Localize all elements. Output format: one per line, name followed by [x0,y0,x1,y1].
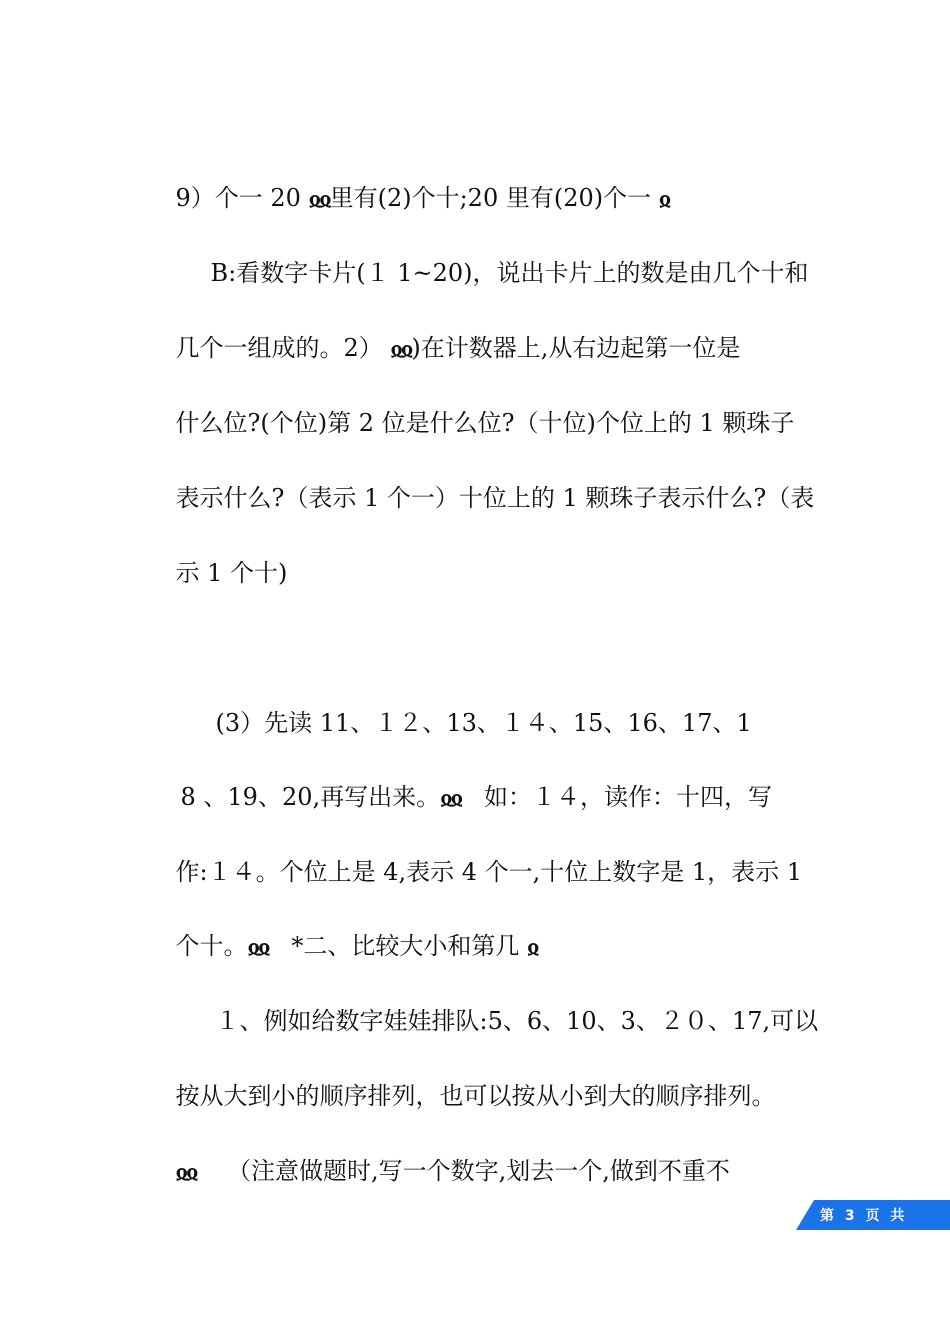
decorative-glyph: ჲჲ [390,337,412,361]
decorative-glyph: ჲ [658,187,670,211]
decorative-glyph: ჲ [527,935,538,959]
text-run: 表示什么?（表示 1 个一）十位上的 1 颗珠子表示什么?（表 [175,484,815,512]
decorative-glyph: ჲჲ [440,786,462,810]
text-run: )在计数器上,从右边起第一位是 [411,334,741,362]
text-line [145,528,287,618]
text-run: 几个一组成的。2） [175,334,391,362]
page-number-label: 第 3 页 共 [820,1208,908,1224]
decorative-glyph: ჲჲ [247,935,269,959]
decorative-glyph: ჲჲ [175,1160,197,1184]
decorative-glyph: ჲჲ [308,187,330,211]
text-run: 示 1 个十) [175,559,288,587]
text-run: 8 、19、20,再写出来。 [180,783,441,811]
text-run: (3）先读 11、１２、13、１４、15、16、17、1 [215,709,752,737]
text-run: 个十。 [175,932,248,960]
text-run: *二、比较大小和第几 [268,932,528,960]
text-run: B:看数字卡片(１ 1~20)，说出卡片上的数是由几个十和 [210,259,809,287]
text-run: １、例如给数字娃娃排队:5、6、10、3、２０、17,可以 [215,1007,819,1035]
text-run: 作:１４。个位上是 4,表示 4 个一,十位上数字是 1，表示 1 [175,858,803,886]
text-line [145,1126,730,1217]
text-run: 按从大到小的顺序排列，也可以按从小到大的顺序排列。 [175,1082,776,1110]
text-run: 什么位?(个位)第 2 位是什么位?（十位)个位上的 1 颗珠子 [175,409,795,437]
text-run: 9）个一 20 [175,184,309,212]
text-run: 里有(2)个十;20 里有(20)个一 [329,184,659,212]
text-run: 如：１４，读作：十四，写 [461,783,773,811]
text-run: （注意做题时,写一个数字,划去一个,做到不重不 [196,1157,730,1185]
